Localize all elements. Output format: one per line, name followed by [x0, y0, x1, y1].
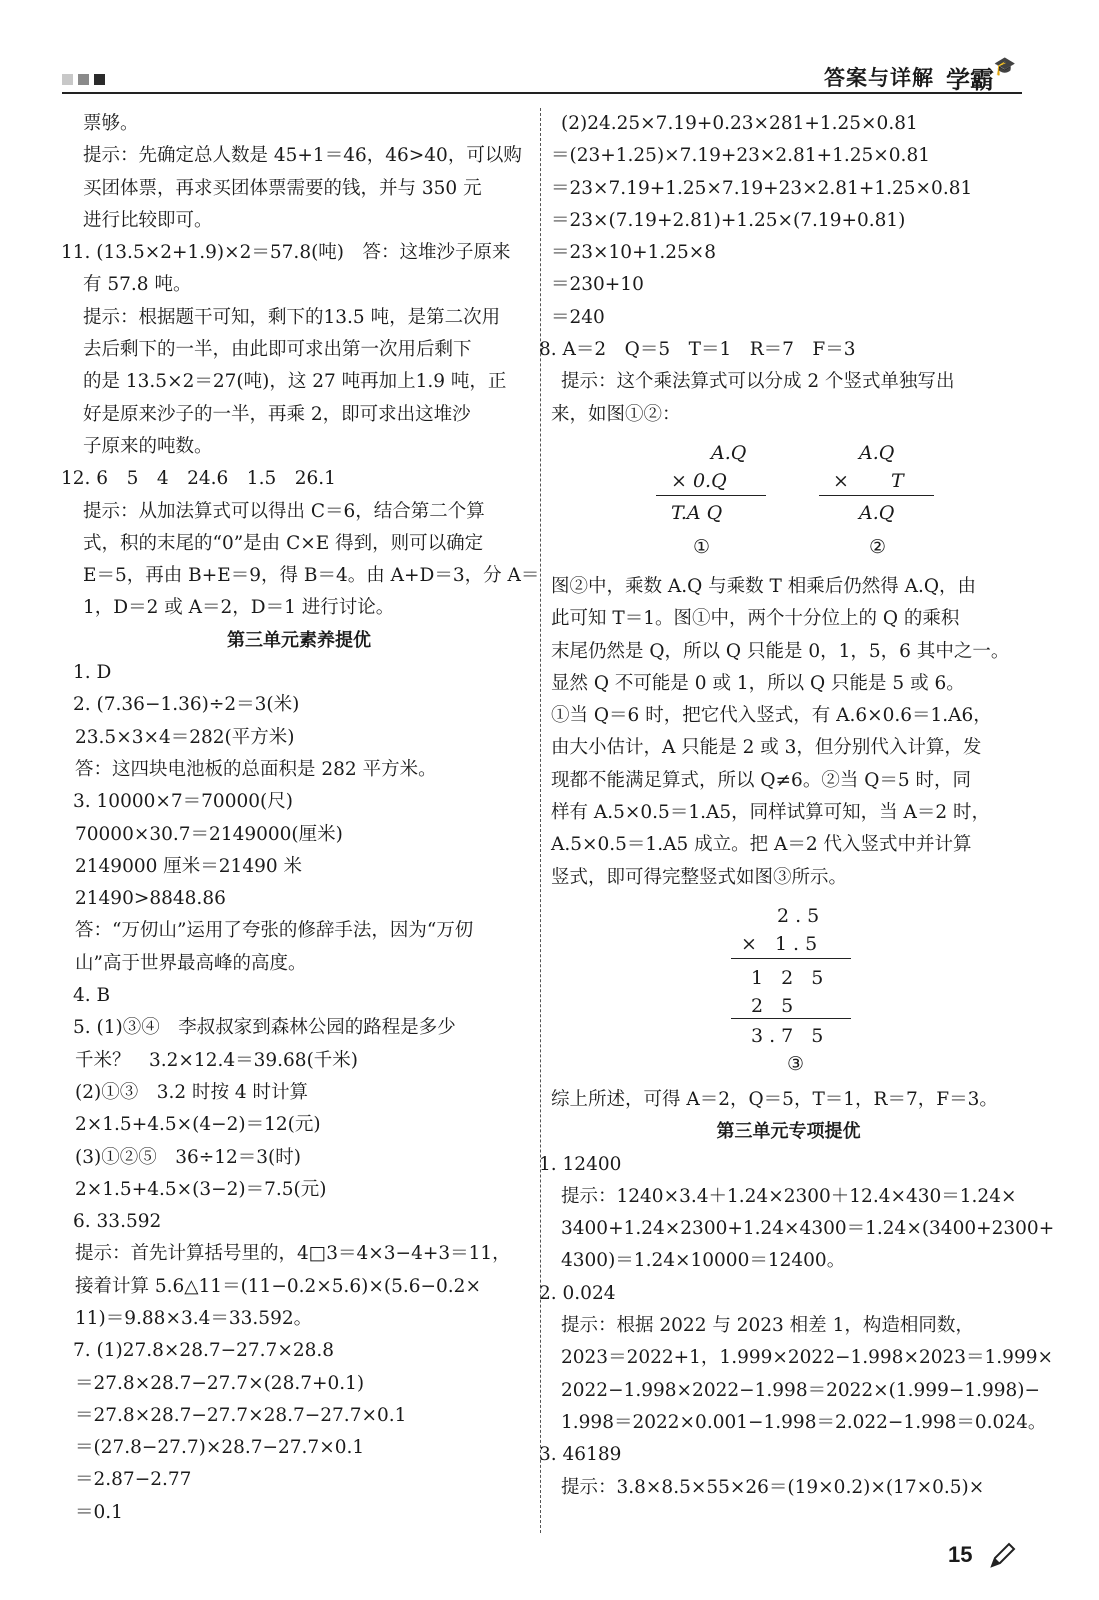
answer-7: 7. (1)27.8×28.7−27.7×28.8 [73, 1340, 335, 1362]
text-line: 综上所述，可得 A＝2，Q＝5，T＝1，R＝7，F＝3。 [551, 1088, 998, 1110]
answer-4: 4. B [73, 985, 111, 1007]
fig3-rule-1 [731, 958, 851, 959]
text-line: 2023＝2022+1，1.999×2022−1.998×2023＝1.999× [561, 1347, 1053, 1369]
fig2-rule [819, 495, 934, 496]
text-line: 23.5×3×4＝282(平方米) [75, 726, 295, 748]
page-number: 15 [948, 1542, 973, 1567]
text-line: (3)①②⑤ 36÷12＝3(时) [75, 1146, 301, 1168]
text-line: 由大小估计，A 只能是 2 或 3，但分别代入计算，发 [551, 737, 982, 759]
answer-2: 2. 0.024 [539, 1282, 616, 1304]
text-line: ＝230+10 [551, 274, 644, 296]
text-line: 进行比较即可。 [83, 209, 213, 231]
text-line: 好是原来沙子的一半，再乘 2，即可求出这堆沙 [83, 403, 471, 425]
text-line: 21490>8848.86 [75, 888, 226, 910]
text-line: 样有 A.5×0.5＝1.A5，同样试算可知，当 A＝2 时， [551, 802, 990, 824]
section-heading: 第三单元素养提优 [227, 629, 371, 651]
fig3-row1: 2.5 [777, 904, 826, 927]
fig2-times: × [833, 469, 849, 492]
text-line: 提示：这个乘法算式可以分成 2 个竖式单独写出 [561, 371, 955, 393]
header-brand: 学霸 [946, 66, 994, 94]
answer-1: 1. 12400 [539, 1153, 622, 1175]
text-line: 4300)＝1.24×10000＝12400。 [561, 1250, 846, 1272]
text-line: 接着计算 5.6△11＝(11−0.2×5.6)×(5.6−0.2× [75, 1275, 481, 1297]
text-line: ＝27.8×28.7−27.7×(28.7+0.1) [75, 1372, 365, 1394]
text-line: 提示：从加法算式可以得出 C＝6，结合第二个算 [83, 500, 485, 522]
answer-5: 5. (1)③④ 李叔叔家到森林公园的路程是多少 [73, 1017, 456, 1039]
answer-8: 8. A＝2 Q＝5 T＝1 R＝7 F＝3 [539, 339, 856, 361]
text-line: ＝(23+1.25)×7.19+23×2.81+1.25×0.81 [551, 145, 930, 167]
fig1-top: A.Q [711, 441, 747, 464]
answer-12: 12. 6 5 4 24.6 1.5 26.1 [61, 468, 336, 490]
header-title: 答案与详解 [824, 66, 934, 90]
answer-3: 3. 46189 [539, 1444, 622, 1466]
text-line: 2149000 厘米＝21490 米 [75, 855, 303, 877]
text-line: 11)＝9.88×3.4＝33.592。 [75, 1307, 313, 1329]
text-line: 2022−1.998×2022−1.998＝2022×(1.999−1.998)− [561, 1379, 1041, 1401]
text-line: 来，如图①②： [551, 403, 681, 425]
text-line: ＝240 [551, 306, 605, 328]
text-line: ＝27.8×28.7−27.7×28.7−27.7×0.1 [75, 1404, 407, 1426]
fig3-row5: 3.7 5 [751, 1024, 830, 1047]
text-line: (2)①③ 3.2 时按 4 时计算 [75, 1081, 309, 1103]
fig1-result: T.A Q [671, 501, 723, 524]
column-divider [540, 108, 541, 1533]
text-line: 去后剩下的一半，由此即可求出第一次用后剩下 [83, 339, 472, 361]
text-line: 提示：首先计算括号里的，4□3＝4×3−4+3＝11， [75, 1243, 511, 1265]
text-line: 此可知 T＝1。图①中，两个十分位上的 Q 的乘积 [551, 608, 960, 630]
fig1-multiplier: × 0.Q [671, 469, 727, 492]
vertical-multiplication-figure-3 [551, 894, 1026, 1084]
header-square-2 [78, 74, 89, 85]
text-line: 买团体票，再求买团体票需要的钱，并与 350 元 [83, 177, 482, 199]
header-square-1 [62, 74, 73, 85]
fig3-row3: 1 2 5 [751, 966, 830, 989]
left-column [61, 108, 540, 1529]
text-line: 显然 Q 不可能是 0 或 1，所以 Q 只能是 5 或 6。 [551, 672, 965, 694]
text-line: 图②中，乘数 A.Q 与乘数 T 相乘后仍然得 A.Q，由 [551, 575, 977, 597]
text-line: E＝5，再由 B+E＝9，得 B＝4。由 A+D＝3，分 A＝ [83, 565, 540, 587]
text-line: 2×1.5+4.5×(4−2)＝12(元) [75, 1114, 321, 1136]
text-line: 答：这四块电池板的总面积是 282 平方米。 [75, 758, 437, 780]
text-line: ①当 Q＝6 时，把它代入竖式，有 A.6×0.6＝1.A6， [551, 705, 992, 727]
text-line: ＝0.1 [75, 1501, 123, 1523]
text-line: A.5×0.5＝1.A5 成立。把 A＝2 代入竖式中并计算 [551, 834, 972, 856]
page-header [62, 56, 1022, 94]
text-line: 提示：根据题干可知，剩下的13.5 吨，是第二次用 [83, 306, 501, 328]
text-line: 1，D＝2 或 A＝2，D＝1 进行讨论。 [83, 597, 395, 619]
fig2-label: ② [869, 535, 887, 558]
answer-11: 11. (13.5×2+1.9)×2＝57.8(吨) 答：这堆沙子原来 [61, 242, 511, 264]
text-line: 子原来的吨数。 [83, 435, 213, 457]
text-line: ＝23×10+1.25×8 [551, 242, 717, 264]
text-line: 现都不能满足算式，所以 Q≠6。②当 Q＝5 时，同 [551, 769, 972, 791]
pencil-icon [988, 1540, 1018, 1570]
graduation-cap-icon: 🎓 [993, 56, 1016, 77]
text-line: 山”高于世界最高峰的高度。 [75, 952, 307, 974]
text-line: ＝23×7.19+1.25×7.19+23×2.81+1.25×0.81 [551, 177, 973, 199]
text-line: 70000×30.7＝2149000(厘米) [75, 823, 343, 845]
text-line: 票够。 [83, 113, 139, 134]
text-line: ＝(27.8−27.7)×28.7−27.7×0.1 [75, 1437, 365, 1459]
answer-3: 3. 10000×7＝70000(尺) [73, 791, 293, 813]
answer-6: 6. 33.592 [73, 1211, 162, 1233]
text-line: ＝2.87−2.77 [75, 1469, 192, 1491]
text-line: 提示：根据 2022 与 2023 相差 1，构造相同数， [561, 1315, 974, 1337]
answer-1: 1. D [73, 662, 112, 684]
text-line: 答：“万仞山”运用了夸张的修辞手法，因为“万仞 [75, 920, 474, 942]
text-line: (2)24.25×7.19+0.23×281+1.25×0.81 [561, 113, 918, 134]
section-heading: 第三单元专项提优 [716, 1121, 861, 1143]
text-line: 提示：1240×3.4＋1.24×2300＋12.4×430＝1.24× [561, 1185, 1017, 1207]
fig1-rule [656, 495, 766, 496]
text-line: 提示：先确定总人数是 45+1＝46，46>40，可以购 [83, 145, 522, 167]
text-line: 1.998＝2022×0.001−1.998＝2.022−1.998＝0.024。 [561, 1411, 1047, 1433]
right-column [539, 108, 1055, 1504]
fig2-result: A.Q [859, 501, 895, 524]
fig3-row2: × 1.5 [741, 932, 824, 955]
text-line: 3400+1.24×2300+1.24×4300＝1.24×(3400+2300+ [561, 1218, 1055, 1240]
text-line: ＝23×(7.19+2.81)+1.25×(7.19+0.81) [551, 209, 906, 231]
vertical-multiplication-figures-1-2 [551, 431, 1026, 571]
fig3-rule-2 [731, 1018, 851, 1019]
text-line: 的是 13.5×2＝27(吨)，这 27 吨再加上1.9 吨，正 [83, 371, 507, 393]
fig3-row4: 2 5 [751, 994, 800, 1017]
header-rule [62, 92, 1022, 94]
text-line: 末尾仍然是 Q，所以 Q 只能是 0，1，5，6 其中之一。 [551, 640, 1010, 662]
text-line: 2×1.5+4.5×(3−2)＝7.5(元) [75, 1178, 327, 1200]
text-line: 千米？ 3.2×12.4＝39.68(千米) [75, 1049, 359, 1071]
text-line: 有 57.8 吨。 [83, 274, 192, 296]
text-line: 式，积的末尾的“0”是由 C×E 得到，则可以确定 [83, 532, 484, 554]
text-line: 竖式，即可得完整竖式如图③所示。 [551, 866, 848, 888]
fig2-top: A.Q [859, 441, 895, 464]
header-square-3 [94, 74, 105, 85]
answer-2: 2. (7.36−1.36)÷2＝3(米) [73, 694, 300, 716]
text-line: 提示：3.8×8.5×55×26＝(19×0.2)×(17×0.5)× [561, 1476, 985, 1498]
fig3-label: ③ [787, 1052, 811, 1075]
fig1-label: ① [693, 535, 711, 558]
fig2-multiplier: T [891, 469, 904, 492]
